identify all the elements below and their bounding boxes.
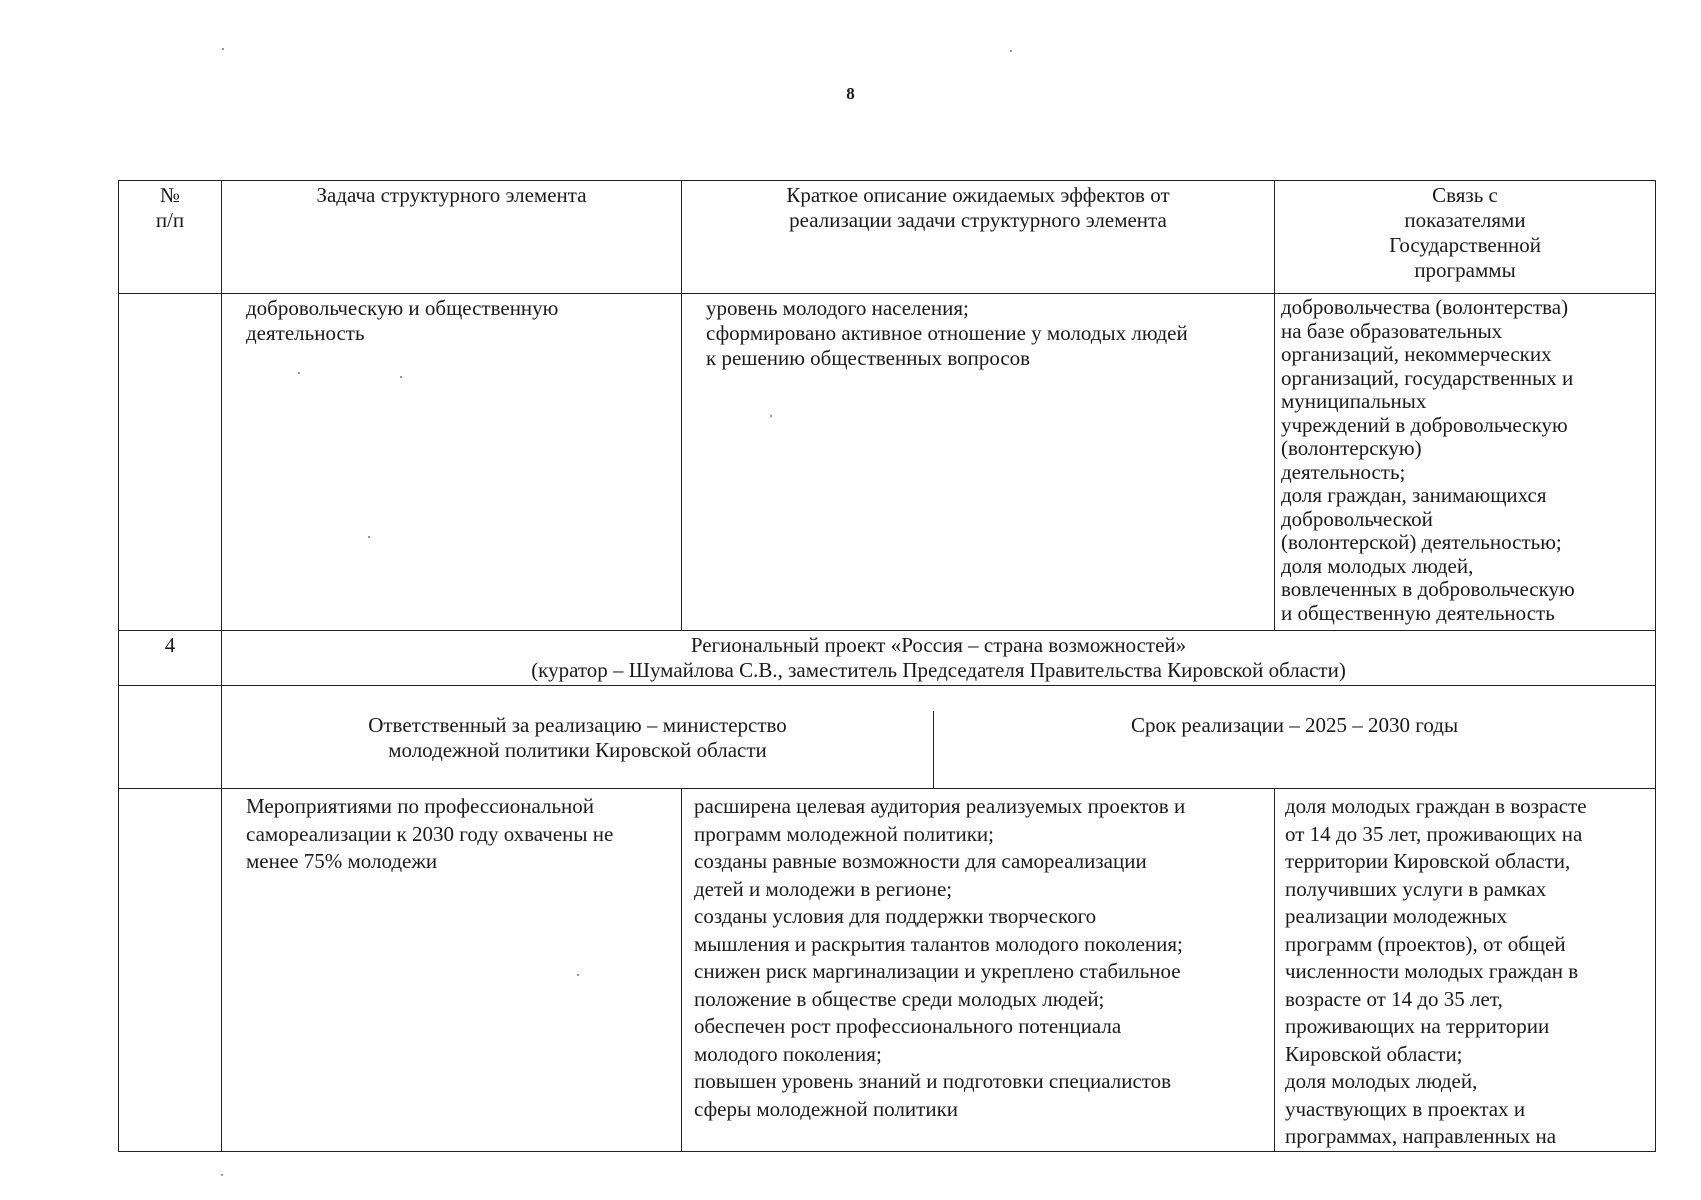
cell-effects: уровень молодого населения; сформировано активное отношение у молодых людей к решению общественных вопросов [682,294,1275,631]
responsible-number-cell [119,686,222,789]
header-number: № п/п [119,181,222,294]
cell-link: добровольчества (волонтерства) на базе образовательных организаций, некоммерческих организаций, государственных и муниципальных учреждений в добровольческую (волонтерскую) деятельность; доля граждан, занимающихся добровольческой (волонтерской) деятельностью; доля молодых людей, вовлеченных в добровольческую и общественную деятельность [1275,294,1656,631]
cell-effects: расширена целевая аудитория реализуемых проектов и программ молодежной политики; созданы равные возможности для самореализации детей и молодежи в регионе; созданы условия для поддержки творческого мышления и раскрытия талантов молодого поколения; снижен риск маргинализации и укреплено стабильное положение в обществе среди молодых людей; обеспечен рост профессионального потенциала молодого поколения; повышен уровень знаний и подготовки специалистов сферы молодежной политики [682,789,1275,1152]
table-header-row [119,181,1656,294]
cell-task: Мероприятиями по профессиональной самореализации к 2030 году охвачены не менее 75% молодежи [222,789,682,1152]
scan-speck [221,1174,223,1176]
header-task: Задача структурного элемента [222,181,682,294]
program-table [118,180,1656,1152]
scan-speck [1010,50,1012,52]
responsible-ministry: Ответственный за реализацию – министерство молодежной политики Кировской области [222,711,934,789]
cell-link: доля молодых граждан в возрасте от 14 до 35 лет, проживающих на территории Кировской области, получивших услуги в рамках реализации молодежных программ (проектов), от общей численности молодых граждан в возрасте от 14 до 35 лет, проживающих на территории Кировской области; доля молодых людей, участвующих в проектах и программах, направленных на [1275,789,1656,1152]
implementation-term: Срок реализации – 2025 – 2030 годы [1130,713,1459,737]
responsible-cell [222,686,1656,789]
responsible-row [119,686,1656,789]
table-row [119,789,1656,1152]
header-link: Связь с показателями Государственной программы [1275,181,1656,294]
scan-speck [222,48,224,50]
cell-number [119,789,222,1152]
project-row [119,631,1656,686]
project-title: Региональный проект «Россия – страна возможностей» (куратор – Шумайлова С.В., заместитель Председателя Правительства Кировской области) [222,631,1656,686]
table-row [119,294,1656,631]
page-number: 8 [846,84,855,103]
project-number: 4 [119,631,222,686]
cell-number [119,294,222,631]
cell-task: добровольческую и общественную деятельность [222,294,682,631]
header-effects: Краткое описание ожидаемых эффектов от реализации задачи структурного элемента [682,181,1275,294]
